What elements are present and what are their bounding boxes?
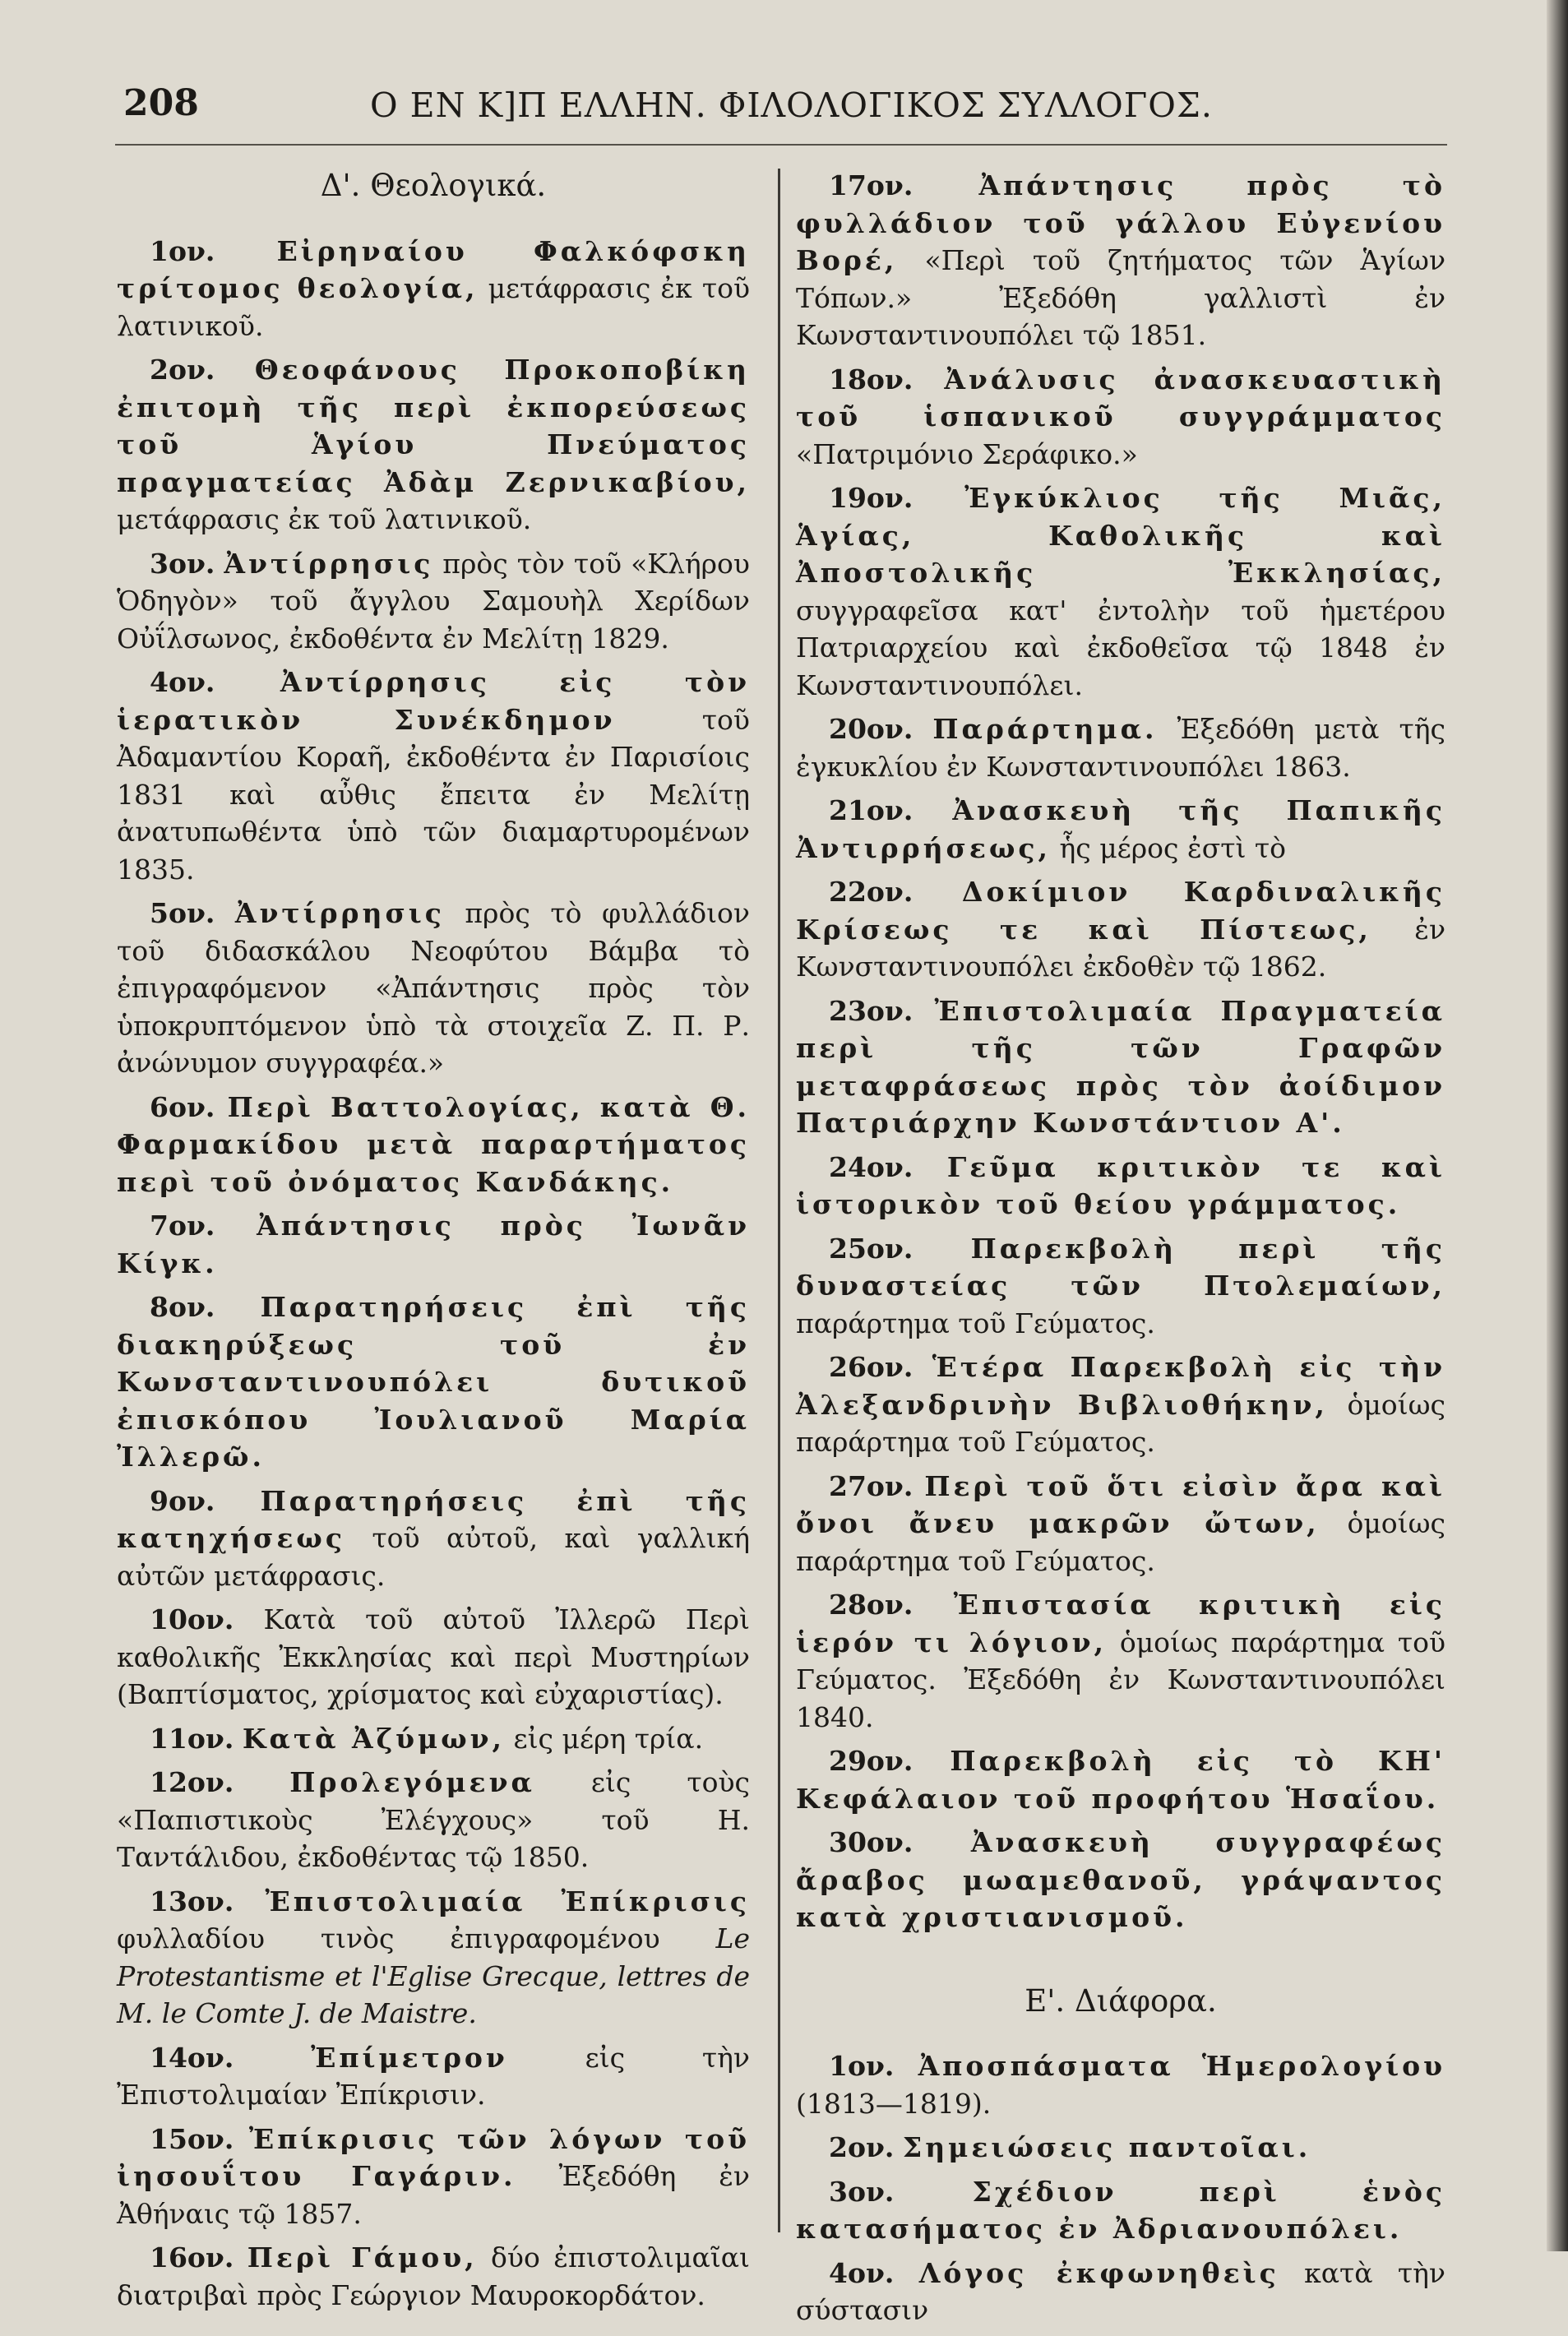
entry-title: Λόγος ἐκφωνηθεὶς [918,2256,1279,2289]
running-title: Ο ΕΝ Κ]Π ΕΛΛΗΝ. ΦΙΛΟΛΟΓΙΚΟΣ ΣΥΛΛΟΓΟΣ. [370,86,1213,125]
catalog-entry [117,1601,750,1714]
catalog-entry [117,1720,750,1758]
entry-text: Κατὰ τοῦ αὐτοῦ Ἰλλερῶ Περὶ καθολικῆς Ἐκκλησίας καὶ περὶ Μυστηρίων (Βαπτίσματος, χρίσματος καὶ εὐχαριστίας). [117,1603,750,1710]
catalog-entry [117,1764,750,1876]
section-title-miscellaneous: Ε'. Διάφορα. [1025,1982,1217,2019]
entry-title: Ἀνάλυσις ἀνασκευαστικὴ τοῦ ἱσπανικοῦ συγγράμματος [796,363,1445,433]
left-column [117,167,750,2320]
catalog-entry [117,1207,750,1282]
entry-text: Ἐξεδόθη ἐν Ἀθήναις τῷ 1857. [117,2160,750,2230]
entry-title: Δοκίμιον Καρδιναλικῆς Κρίσεως τε καὶ Πίστεως, [796,876,1445,946]
catalog-entry [117,545,750,658]
entry-number: 27ον. [829,1469,914,1502]
entry-title: Παρεκβολὴ εἰς τὸ ΚΗ' Κεφάλαιον τοῦ προφήτου Ἡσαΐου. [796,1745,1446,1815]
entry-text: ἧς μέρος ἐστὶ τὸ [1050,831,1287,864]
entry-text: «Περὶ τοῦ ζητήματος τῶν Ἁγίων Τόπων.» Ἐξεδόθη γαλλιστὶ ἐν Κωνσταντινουπόλει τῷ 1851. [796,244,1445,351]
entry-number: 2ον. [829,2131,895,2163]
entry-text: κατὰ τὴν σύστασιν [796,2256,1445,2326]
catalog-entry [117,351,750,539]
catalog-entry [117,1483,750,1595]
catalog-entry [796,2255,1445,2329]
entry-number: 9ον. [150,1484,215,1517]
entry-title: Ἀνασκευὴ συγγραφέως ἄραβος μωαμεθανοῦ, γράψαντος κατὰ χριστιανισμοῦ. [796,1826,1445,1933]
column-divider [778,169,780,2232]
entry-number: 20ον. [829,713,914,745]
entry-text: Ἐξεδόθη μετὰ τῆς ἐγκυκλίου ἐν Κωνσταντινουπόλει 1863. [796,713,1445,783]
entry-number: 25ον. [829,1232,914,1265]
catalog-entry [796,1742,1445,1817]
entry-title: Περὶ τοῦ ὅτι εἰσὶν ἄρα καὶ ὄνοι ἄνευ μακρῶν ὤτων, [796,1469,1445,1539]
catalog-entry [796,2129,1445,2167]
entry-title: Κατὰ Ἀζύμων, [242,1722,505,1755]
entry-title: Παρεκβολὴ περὶ τῆς δυναστείας τῶν Πτολεμαίων, [796,1232,1445,1302]
theological-entries-left [117,233,750,2315]
entry-number: 3ον. [150,547,215,580]
entry-number: 14ον. [150,2041,234,2074]
entry-title: Παρατηρήσεις ἐπὶ τῆς κατηχήσεως [117,1484,750,1554]
entry-title: Ἀντίρρησις εἰς τὸν ἱερατικὸν Συνέκδημον [117,666,750,736]
catalog-entry [796,992,1445,1142]
entry-title: Ἀποσπάσματα Ἡμερολογίου [918,2050,1445,2082]
entry-number: 5ον. [150,897,215,929]
entry-text: τοῦ Ἀδαμαντίου Κοραῆ, ἐκδοθέντα ἐν Παρισίοις 1831 καὶ αὖθις ἔπειτα ἐν Μελίτῃ ἀνατυπωθέντα ὑπὸ τῶν διαμαρτυρομένων 1835. [117,703,750,886]
entry-text: (1813—1819). [796,2087,992,2120]
entry-number: 22ον. [829,876,914,908]
page-number: 208 [123,82,199,124]
entry-number: 26ον. [829,1351,914,1383]
entry-number: 7ον. [150,1210,215,1242]
entry-italic-title: Le Protestantisme et l'Eglise Grecque, lettres de M. le Comte J. de Maistre. [117,1922,750,2029]
catalog-entry [796,1230,1445,1343]
entry-title: Περὶ Γάμου, [247,2241,478,2274]
entry-title: Σχέδιον περὶ ἑνὸς κατασήματος ἐν Ἀδριανουπόλει. [796,2175,1445,2245]
entry-number: 1ον. [150,234,215,267]
entry-number: 3ον. [829,2175,895,2208]
entry-title: Ἀπάντησις πρὸς Ἰωνᾶν Κίγκ. [117,1210,750,1279]
entry-title: Περὶ Βαττολογίας, κατὰ Θ. Φαρμακίδου μετὰ παραρτήματος περὶ τοῦ ὀνόματος Κανδάκης. [117,1090,750,1198]
entry-text: μετάφρασις ἐκ τοῦ λατινικοῦ. [117,272,751,342]
catalog-entry [117,1288,750,1476]
entry-text: εἰς μέρη τρία. [505,1722,704,1755]
entry-title: Ἀντίρρησις [224,547,434,580]
entry-text: συγγραφεῖσα κατ' ἐντολὴν τοῦ ἡμετέρου Πατριαρχείου καὶ ἐκδοθεῖσα τῷ 1848 ἐν Κωνσταντινουπόλει. [796,594,1445,701]
entry-number: 15ον. [150,2122,234,2155]
entry-number: 10ον. [150,1603,234,1635]
entry-text: εἰς τοὺς «Παπιστικοὺς Ἐλέγχους» τοῦ Η. Ταντάλιδου, ἐκδοθέντας τῷ 1850. [117,1766,750,1873]
catalog-entry [796,792,1445,867]
entry-number: 4ον. [150,666,215,698]
entry-number: 29ον. [829,1745,914,1777]
catalog-entry [796,1824,1445,1936]
entry-text: ὁμοίως παράρτημα τοῦ Γεύματος. [796,1388,1445,1458]
section-title-theological: Δ'. Θεολογικά. [320,168,547,203]
entry-number: 30ον. [829,1826,914,1858]
entry-number: 17ον. [829,169,914,201]
entry-title: Ἐπιστολιμαία Ἐπίκρισις [265,1885,750,1917]
entry-text: φυλλαδίου τινὸς ἐπιγραφομένου [117,1922,716,1954]
entry-number: 21ον. [829,794,914,826]
miscellaneous-entries [796,2047,1445,2329]
entry-title: Ἐπιστολιμαία Πραγματεία περὶ τῆς τῶν Γραφῶν μεταφράσεως πρὸς τὸν ἀοίδιμον Πατριάρχην Κωνστάντιον Α'. [796,994,1445,1139]
entry-title: Ἐπιστασία κριτικὴ εἰς ἱερόν τι λόγιον, [796,1589,1445,1658]
entry-text: πρὸς τὸν τοῦ «Κλήρου Ὁδηγὸν» τοῦ ἄγγλου Σαμουὴλ Χερίδων Οὐΐλσωνος, ἐκδοθέντα ἐν Μελίτῃ 1829. [117,547,750,655]
entry-title: Ἀπάντησις πρὸς τὸ φυλλάδιον τοῦ γάλλου Εὐγενίου Βορέ, [796,169,1445,276]
catalog-entry [117,2239,750,2314]
catalog-entry [117,1883,750,2033]
entry-title: Θεοφάνους Προκοποβίκη ἐπιτομὴ τῆς περὶ ἐκπορεύσεως τοῦ Ἁγίου Πνεύματος πραγματείας Ἀδὰμ Ζερνικαβίου, [117,354,750,498]
entry-title: Γεῦμα κριτικὸν τε καὶ ἱστορικὸν τοῦ θείου γράμματος. [796,1150,1445,1220]
entry-text: πρὸς τὸ φυλλάδιον τοῦ διδασκάλου Νεοφύτου Βάμβα τὸ ἐπιγραφόμενον «Ἀπάντησις πρὸς τὸν ὑποκρυπτόμενον ὑπὸ τὰ στοιχεῖα Ζ. Π. Ρ. ἀνώνυμον συγγραφέα.» [117,897,750,1079]
catalog-entry [796,873,1445,986]
entry-number: 12ον. [150,1766,234,1798]
catalog-entry [796,1468,1445,1580]
entry-title: Παράρτημα. [932,713,1158,745]
catalog-entry [117,664,750,888]
entry-number: 6ον. [150,1090,215,1123]
entry-text: ὁμοίως παράρτημα τοῦ Γεύματος. Ἐξεδόθη ἐν Κωνσταντινουπόλει 1840. [796,1626,1446,1733]
entry-number: 18ον. [829,363,914,396]
catalog-entry [796,710,1445,785]
catalog-entry [796,1149,1445,1224]
catalog-entry [796,361,1445,474]
catalog-entry [117,2121,750,2233]
header-rule [115,144,1447,146]
entry-number: 8ον. [150,1291,215,1323]
entry-text: ὁμοίως παράρτημα τοῦ Γεύματος. [796,1507,1445,1577]
entry-title: Ἑτέρα Παρεκβολὴ εἰς τὴν Ἀλεξανδρινὴν Βιβλιοθήκην, [796,1351,1445,1421]
entry-title: Ἐπίμετρον [311,2041,508,2074]
theological-entries-right [796,167,1445,1936]
entry-title: Ἀντίρρησις [234,897,445,929]
entry-text: τοῦ αὐτοῦ, καὶ γαλλική αὐτῶν μετάφρασις. [117,1522,750,1592]
entry-number: 16ον. [150,2241,234,2274]
entry-title: Ἀνασκευὴ τῆς Παπικῆς Ἀντιρρήσεως, [796,794,1445,864]
entry-number: 23ον. [829,994,914,1027]
entry-title: Σημειώσεις παντοῖαι. [902,2131,1311,2163]
page-edge-shadow [1547,0,1568,2251]
entry-number: 13ον. [150,1885,234,1917]
catalog-entry [117,233,750,345]
catalog-entry [117,1089,750,1201]
entry-number: 19ον. [829,482,914,514]
entry-text: εἰς τὴν Ἐπιστολιμαίαν Ἐπίκρισιν. [117,2041,750,2111]
entry-title: Ἐπίκρισις τῶν λόγων τοῦ ἰησουΐτου Γαγάριν. [117,2122,750,2192]
entry-number: 4ον. [829,2256,895,2289]
entry-text: δύο ἐπιστολιμαῖαι διατριβαὶ πρὸς Γεώργιον Μαυροκορδάτον. [117,2241,750,2311]
entry-text: «Πατριμόνιο Σεράφικο.» [796,437,1138,470]
catalog-entry [796,2047,1445,2122]
right-column [796,167,1445,2336]
catalog-entry [796,479,1445,704]
catalog-entry [117,2039,750,2114]
catalog-entry [796,2173,1445,2248]
entry-number: 11ον. [150,1722,234,1755]
entry-text: παράρτημα τοῦ Γεύματος. [796,1307,1155,1339]
entry-number: 28ον. [829,1589,914,1621]
entry-number: 24ον. [829,1150,914,1183]
catalog-entry [796,167,1445,354]
entry-title: Παρατηρήσεις ἐπὶ τῆς διακηρύξεως τοῦ ἐν Κωνσταντινουπόλει δυτικοῦ ἐπισκόπου Ἰουλιανοῦ Μαρία Ἰλλερῶ. [117,1291,750,1473]
entry-title: Εἰρηναίου Φαλκόφσκη τρίτομος θεολογία, [117,234,750,304]
entry-number: 1ον. [829,2050,895,2082]
entry-title: Προλεγόμενα [289,1766,535,1798]
entry-title: Ἐγκύκλιος τῆς Μιᾶς, Ἁγίας, Καθολικῆς καὶ Ἀποστολικῆς Ἐκκλησίας, [796,482,1445,589]
entry-text: μετάφρασις ἐκ τοῦ λατινικοῦ. [117,503,532,535]
catalog-entry [117,895,750,1082]
catalog-entry [796,1348,1445,1461]
entry-text: ἐν Κωνσταντινουπόλει ἐκδοθὲν τῷ 1862. [796,913,1446,983]
catalog-entry [796,1586,1445,1736]
entry-number: 2ον. [150,354,215,386]
